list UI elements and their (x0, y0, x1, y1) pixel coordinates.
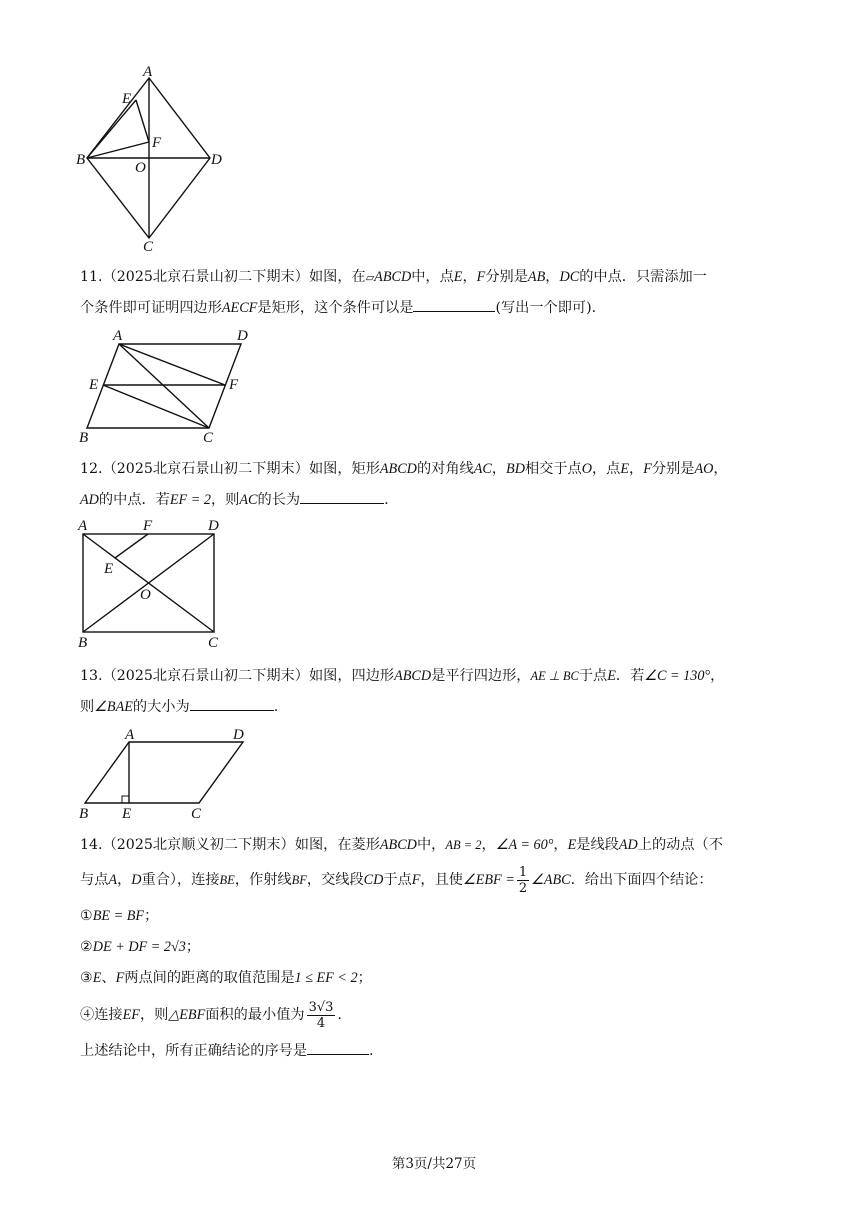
text: ， (545, 269, 560, 285)
math-e: E (567, 837, 577, 853)
math-f: F (115, 970, 125, 986)
math-abcd: ABCD (379, 461, 417, 477)
question-number: 14. (80, 837, 103, 853)
fraction-denominator: 4 (316, 1015, 326, 1031)
text: ，且使 (420, 872, 463, 888)
fraction-numerator: 3√3 (308, 999, 334, 1015)
text: ， (553, 837, 568, 853)
text: 中， (416, 837, 446, 853)
segment-ef (136, 100, 149, 142)
math-ab-equals: AB = 2 (445, 838, 482, 852)
math-angle-a: ∠A = 60° (495, 837, 554, 853)
question-12 (80, 454, 800, 516)
question-14 (80, 830, 800, 1067)
math-angle-abc: ∠ABC (531, 872, 571, 888)
math-bf: BF (291, 873, 307, 887)
text: ，作射线 (234, 872, 292, 888)
text: 则 (80, 699, 95, 715)
math-aecf: AECF (221, 300, 258, 316)
question-11-line-1 (80, 262, 800, 293)
question-source: （2025北京石景山初二下期末） (102, 461, 309, 477)
question-14-line-2 (80, 861, 800, 899)
math-abcd: ABCD (374, 269, 412, 285)
fraction-one-half (517, 865, 529, 896)
text: 个条件即可证明四边形 (80, 300, 222, 316)
text: ； (357, 970, 372, 986)
answer-blank[interactable] (413, 297, 495, 312)
text: ，交线段 (306, 872, 364, 888)
question-11-line-2 (80, 293, 800, 324)
label-c: C (191, 806, 202, 822)
label-e: E (104, 561, 114, 577)
label-f: F (152, 135, 162, 151)
question-14-line-1 (80, 830, 800, 861)
math-ef-range: 1 ≤ EF < 2 (294, 970, 358, 986)
math-de-plus-df: DE + DF = 2√3 (92, 939, 186, 955)
label-b: B (79, 430, 89, 446)
math-ef: EF (122, 1007, 140, 1023)
label-a: A (143, 64, 153, 80)
math-abcd: ABCD (394, 668, 432, 684)
math-ad: AD (80, 492, 99, 508)
fraction-numerator: 1 (518, 864, 528, 880)
label-d: D (237, 328, 248, 344)
text: 上述结论中，所有正确结论的序号是 (80, 1043, 308, 1059)
math-ac: AC (239, 492, 258, 508)
segment-bf (87, 142, 149, 158)
text: ．若 (615, 668, 645, 684)
math-angle-bae: ∠BAE (94, 699, 133, 715)
math-be: BE (219, 873, 235, 887)
text: ， (629, 461, 644, 477)
text: 的长为 (257, 492, 301, 508)
math-bd: BD (506, 461, 525, 477)
text: 面积的最小值为 (205, 1007, 305, 1023)
text: . (273, 699, 279, 715)
math-e: E (607, 668, 616, 684)
math-be-equals-bf: BE = BF (92, 908, 145, 924)
math-angle-c: ∠C = 130° (644, 668, 711, 684)
text: 中，点 (411, 269, 454, 285)
question-number: 12. (80, 461, 103, 477)
math-ao: AO (694, 461, 714, 477)
question-source: （2025北京石景山初二下期末） (102, 269, 309, 285)
math-ae-perp-bc: AE ⊥ BC (530, 669, 579, 683)
math-e: E (92, 970, 102, 986)
text: ， (462, 269, 477, 285)
text: 的对角线 (416, 461, 474, 477)
page-footer: 第3页/共27页 (391, 1156, 477, 1172)
fraction-min-area (307, 1000, 336, 1031)
text: ，则 (139, 1007, 169, 1023)
math-angle-ebf: ∠EBF = (463, 872, 515, 888)
question-11 (80, 262, 800, 324)
figure-parallelogram-altitude (75, 724, 265, 824)
text: 的大小为 (132, 699, 190, 715)
text: 分别是 (651, 461, 695, 477)
math-triangle-ebf: △EBF (168, 1007, 206, 1023)
text: . (384, 492, 389, 508)
label-a: A (125, 727, 135, 743)
text: 如图，四边形 (308, 668, 395, 684)
conclusion-4 (80, 994, 800, 1036)
segment-af (119, 344, 225, 385)
text: 如图，矩形 (308, 461, 380, 477)
text: . (337, 1007, 342, 1023)
math-o: O (581, 461, 592, 477)
question-13-line-2 (80, 692, 800, 723)
text: 是平行四边形， (431, 668, 531, 684)
label-d: D (233, 727, 244, 743)
text: 如图，在 (308, 269, 366, 285)
text: ； (185, 939, 201, 955)
label-o: O (140, 587, 151, 603)
circled-number-2: ② (80, 939, 93, 955)
label-b: B (79, 806, 89, 822)
math-d: D (131, 872, 142, 888)
label-d: D (211, 152, 222, 168)
text: ， (713, 461, 728, 477)
math-ab: AB (527, 269, 546, 285)
math-f: F (476, 269, 486, 285)
math-ef-equals: EF = 2 (169, 492, 211, 508)
text: 分别是 (485, 269, 528, 285)
circled-number-4: ④ (80, 1007, 95, 1023)
label-e: E (122, 806, 132, 822)
question-13 (80, 661, 800, 723)
question-13-line-1 (80, 661, 800, 692)
answer-blank[interactable] (300, 489, 384, 504)
fraction-denominator: 2 (518, 880, 528, 896)
label-f: F (143, 518, 153, 534)
text: 连接 (94, 1007, 123, 1023)
question-number: 11. (80, 269, 103, 285)
parallelogram-outline (85, 742, 243, 803)
text: ，则 (210, 492, 240, 508)
text: ， (117, 872, 132, 888)
conclusion-2 (80, 932, 800, 963)
figure-parallelogram-aecf (75, 322, 275, 447)
text: (写出一个即可). (495, 300, 597, 316)
segment-be (87, 100, 136, 158)
question-12-line-2 (80, 485, 800, 516)
label-o: O (135, 160, 146, 176)
answer-blank[interactable] (307, 1040, 369, 1055)
label-c: C (143, 239, 154, 255)
figure-rectangle-abcd (74, 515, 234, 655)
text: 于点 (578, 668, 608, 684)
text: 与点 (80, 872, 109, 888)
label-e: E (122, 91, 132, 107)
math-ad: AD (618, 837, 638, 853)
math-e: E (453, 269, 463, 285)
right-angle-mark (122, 796, 129, 803)
math-abcd: ABCD (379, 837, 417, 853)
math-a: A (108, 872, 118, 888)
question-source: （2025北京顺义初二下期末） (102, 837, 295, 853)
text: ， (491, 461, 507, 477)
question-12-line-1 (80, 454, 800, 485)
text: 上的动点（不 (637, 837, 723, 853)
question-source: （2025北京石景山初二下期末） (102, 668, 309, 684)
text: . (369, 1043, 374, 1059)
segment-ef (115, 534, 148, 558)
label-e: E (89, 377, 99, 393)
question-number: 13. (80, 668, 103, 684)
text: 于点 (383, 872, 412, 888)
label-c: C (208, 635, 219, 651)
label-f: F (229, 377, 239, 393)
label-d: D (208, 518, 219, 534)
math-cd: CD (363, 872, 384, 888)
text: 的中点．若 (98, 492, 170, 508)
label-b: B (76, 152, 86, 168)
circled-number-3: ③ (80, 970, 93, 986)
text: 如图，在菱形 (294, 837, 380, 853)
math-e: E (620, 461, 630, 477)
math-dc: DC (559, 269, 580, 285)
math-f: F (411, 872, 421, 888)
text: 、 (101, 970, 116, 986)
text: 重合），连接 (141, 872, 220, 888)
text: 是线段 (576, 837, 619, 853)
text: ，点 (591, 461, 621, 477)
text: 的中点．只需添加一 (579, 269, 707, 285)
parallelogram-symbol: ▱ (365, 271, 375, 284)
text: ； (144, 908, 159, 924)
text: 两点间的距离的取值范围是 (124, 970, 295, 986)
text: ， (710, 668, 725, 684)
diagonal-ac (119, 344, 209, 428)
text: 相交于点 (524, 461, 582, 477)
answer-blank[interactable] (190, 696, 274, 711)
label-a: A (113, 328, 123, 344)
text: ， (481, 837, 496, 853)
math-ac: AC (473, 461, 492, 477)
segment-ec (103, 385, 209, 428)
text: 是矩形，这个条件可以是 (257, 300, 414, 316)
question-14-final-line (80, 1036, 800, 1067)
math-f: F (643, 461, 652, 477)
label-c: C (203, 430, 214, 446)
text: ．给出下面四个结论： (570, 872, 713, 888)
circled-number-1: ① (80, 908, 93, 924)
conclusion-3 (80, 963, 800, 994)
label-b: B (78, 635, 88, 651)
label-a: A (78, 518, 88, 534)
figure-rhombus-abcd (70, 60, 240, 255)
conclusion-1 (80, 901, 800, 932)
